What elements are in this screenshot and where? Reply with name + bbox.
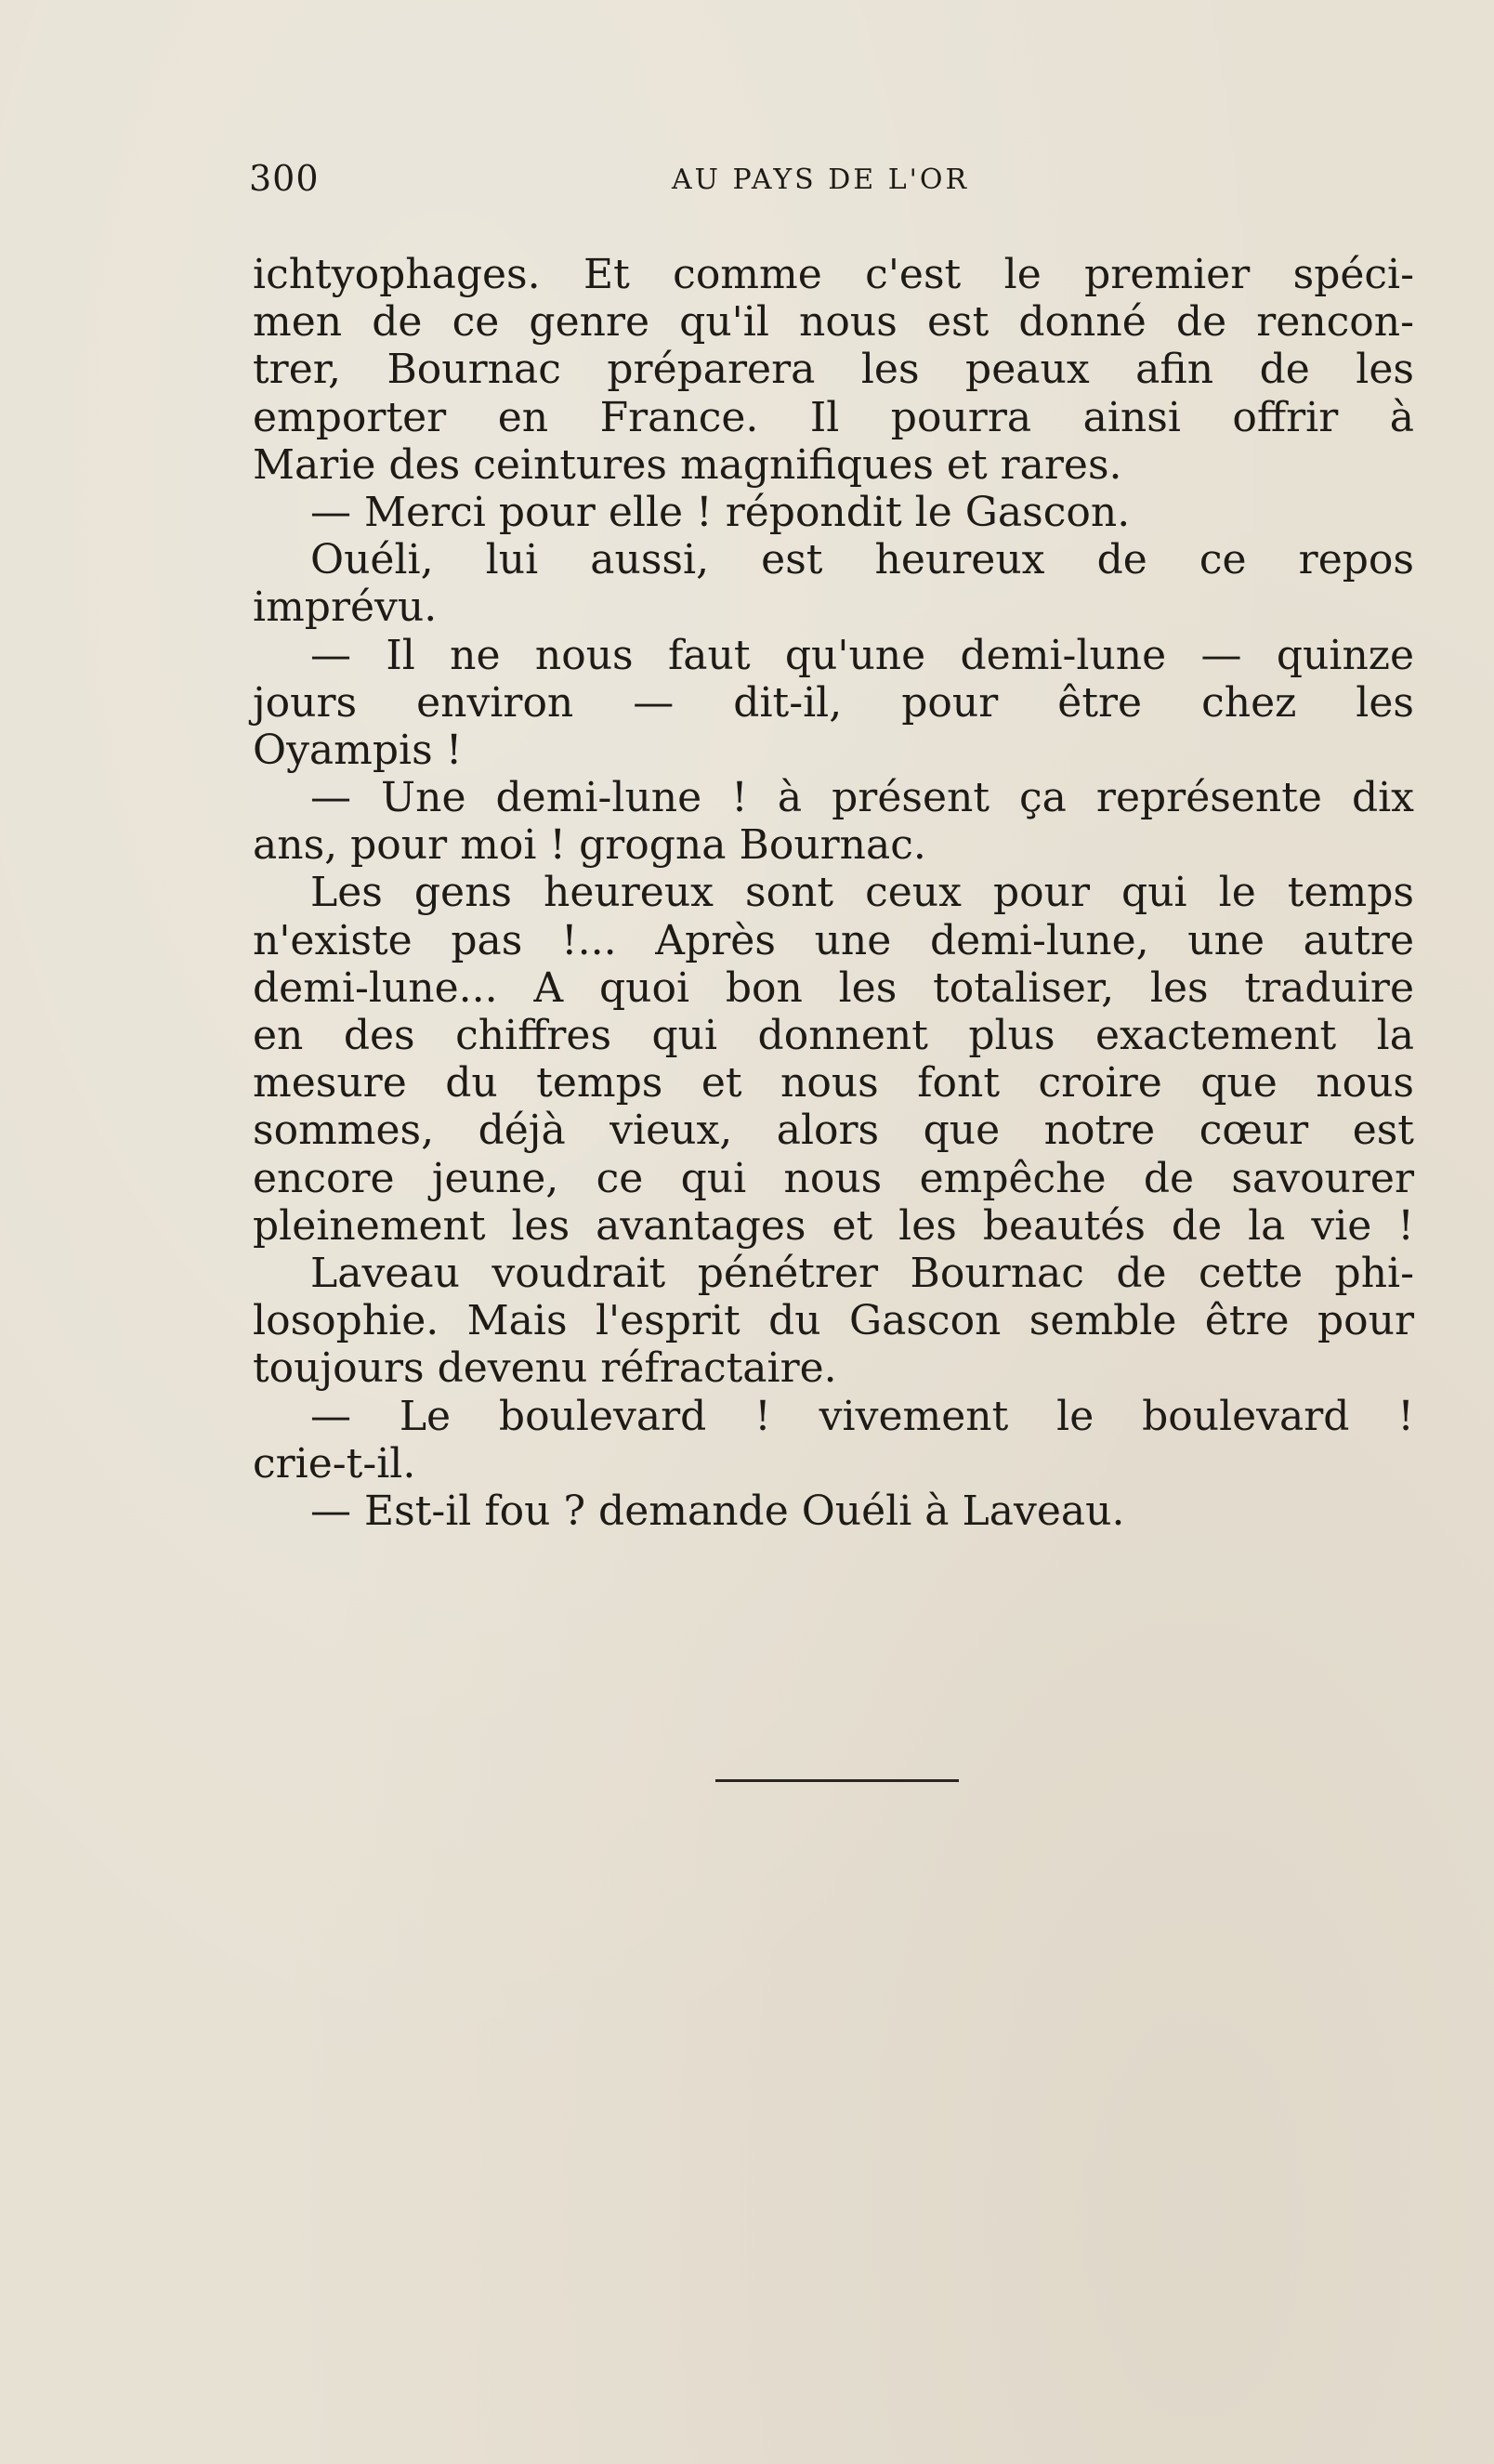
text-line: losophie. Mais l'esprit du Gascon semble être pour bbox=[253, 1297, 1414, 1345]
text-line: — Merci pour elle ! répondit le Gascon. bbox=[310, 488, 1131, 536]
text-line: — Il ne nous faut qu'une demi-lune — quinze bbox=[310, 631, 1414, 679]
body-text bbox=[253, 251, 1414, 1535]
text-line: en des chiffres qui donnent plus exactement la bbox=[253, 1012, 1414, 1059]
end-rule bbox=[715, 1779, 959, 1782]
text-line: Marie des ceintures magnifiques et rares. bbox=[253, 440, 1122, 489]
text-line: mesure du temps et nous font croire que nous bbox=[253, 1059, 1414, 1107]
text-line: Ouéli, lui aussi, est heureux de ce repos bbox=[310, 536, 1414, 584]
text-line: trer, Bournac préparera les peaux afin de les bbox=[253, 346, 1414, 394]
text-line: ans, pour moi ! grogna Bournac. bbox=[253, 821, 926, 870]
text-line: Oyampis ! bbox=[253, 726, 463, 774]
text-line: — Une demi-lune ! à présent ça représente dix bbox=[310, 774, 1414, 822]
text-line: Les gens heureux sont ceux pour qui le temps bbox=[310, 869, 1414, 917]
text-line: toujours devenu réfractaire. bbox=[253, 1344, 837, 1393]
text-line: sommes, déjà vieux, alors que notre cœur est bbox=[253, 1107, 1414, 1155]
text-line: jours environ — dit-il, pour être chez les bbox=[253, 678, 1414, 727]
text-line: emporter en France. Il pourra ainsi offrir à bbox=[253, 393, 1414, 441]
text-line: encore jeune, ce qui nous empêche de savourer bbox=[253, 1154, 1414, 1202]
text-line: crie-t-il. bbox=[253, 1439, 416, 1488]
running-title: AU PAYS DE L'OR bbox=[672, 164, 970, 196]
text-line: men de ce genre qu'il nous est donné de rencon- bbox=[253, 298, 1414, 347]
text-line: imprévu. bbox=[253, 583, 438, 632]
text-line: — Est-il fou ? demande Ouéli à Laveau. bbox=[310, 1487, 1125, 1535]
text-line: pleinement les avantages et les beautés de la vie ! bbox=[253, 1201, 1414, 1250]
text-line: — Le boulevard ! vivement le boulevard ! bbox=[310, 1392, 1414, 1440]
text-line: demi-lune... A quoi bon les totaliser, les traduire bbox=[253, 963, 1414, 1012]
text-line: n'existe pas !... Après une demi-lune, une autre bbox=[253, 916, 1414, 964]
running-head bbox=[249, 158, 1410, 204]
text-line: ichtyophages. Et comme c'est le premier spéci- bbox=[253, 251, 1414, 298]
text-line: Laveau voudrait pénétrer Bournac de cette phi- bbox=[310, 1249, 1414, 1297]
page-number: 300 bbox=[249, 158, 320, 199]
